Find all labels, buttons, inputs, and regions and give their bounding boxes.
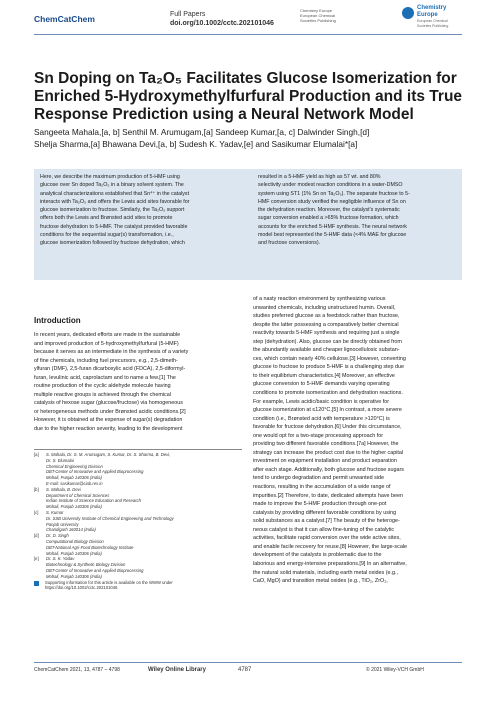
text-line: routine production of the cyclic aldehyde molecule having	[34, 383, 171, 390]
journal-name: ChemCatChem	[34, 14, 95, 24]
text-line: offers both the Lewis and Brønsted acid sites to promote	[40, 215, 173, 222]
text-line: development of the catalysts is problematic due to the	[253, 552, 382, 559]
chemistry-europe-logo	[402, 5, 448, 28]
text-line: analytical characterizations established that Sn⁴⁺ in the catalyst	[40, 190, 190, 197]
text-line: activities, facilitate rapid conversion over the wide active sites,	[253, 535, 401, 542]
text-line: glucose isomerization to fructose. Similarly, the Ta₂O₅ support	[40, 207, 185, 214]
text-line: despite the latter possessing a comparatively better chemical	[253, 321, 399, 328]
text-line: glucose conversion to 5-HMF demands varying operating	[253, 381, 390, 388]
text-line: system using ST1 (1% Sn on Ta₂O₅). The separate fructose to 5-	[258, 190, 410, 197]
text-line: reactions, resulting in the accumulation of a wide range of	[253, 484, 391, 491]
text-line: to their equilibrium characteristics.[4] Moreover, an effective	[253, 372, 395, 379]
footer-citation: ChemCatChem 2021, 13, 4787 – 4798	[34, 667, 120, 673]
text-line: impurities.[2] Therefore, to date, dedicated attempts have been	[253, 492, 404, 499]
body-column-left	[34, 331, 242, 434]
affiliation-line: Mohali, Punjab 140306 (India)	[46, 573, 102, 579]
text-line: and improved production of 5-hydroxymethylfurfural (5-HMF)	[34, 340, 179, 347]
affiliation-line: DBT-Center of Innovative and Applied Bioprocessing	[46, 469, 144, 475]
text-line: ylfuran (DMF), 2,5-furan dicarboxylic acid (FDCA), 2,5-diformyl-	[34, 366, 186, 373]
text-line: or heterogeneous methods under Brønsted acidic conditions.[2]	[34, 408, 186, 415]
text-line: due to the higher reaction severity, leading to the development	[34, 426, 183, 433]
text-line: However, it is obtained at the expense of sugar(s) degradation	[34, 417, 183, 424]
text-line: Supporting information for this article is available on the WWW under	[45, 579, 173, 585]
text-line: tend to undergo degradation and permit unwanted side	[253, 475, 384, 482]
supporting-info	[34, 580, 242, 592]
text-line: the abundantly available and cheaper lignocellulosic substan-	[253, 347, 400, 354]
affiliation-text: S. Mahala, B. Devi	[46, 486, 81, 492]
footer-divider	[34, 662, 462, 663]
affiliation-line: Dr. S. Elumalai	[46, 457, 74, 463]
text-line: reactivity towards 5-HMF synthesis and requiring just a single	[253, 330, 400, 337]
text-line: after each stage. Additionally, both glucose and fructose sugars	[253, 466, 404, 473]
affiliation-line: Chemical Engineering Division	[46, 463, 103, 469]
affiliation-line: DBT-Center of Innovative and Applied Bioprocessing	[46, 567, 144, 573]
affiliation-line: Chandigarh 160014 (India)	[46, 527, 96, 533]
affiliation-line: Mohali, Punjab 140306 (India)	[46, 475, 102, 481]
text-line: laborious and energy-intensive preparations.[9] In an alternative,	[253, 560, 407, 567]
text-line: one would opt for a two-stage processing approach for	[253, 432, 384, 439]
logo-subtitle: European Chemical	[417, 19, 448, 23]
text-line: interacts with Ta₂O₅ and offers the Lewis acid sites favorable for	[40, 198, 190, 205]
affiliation-text: Dr. D. Singh	[46, 533, 69, 539]
text-line: conditions to promote isomerization and dehydration reactions.	[253, 390, 403, 397]
text-line: CaO, MgO) and transition metal oxides (e.g., TiO₂, ZrO₂,	[253, 578, 388, 585]
title-line: Enriched 5-Hydroxymethylfurfural Production and its True	[34, 88, 463, 105]
page-header	[0, 0, 496, 36]
publisher-line: Chemistry Europe	[300, 8, 333, 13]
logo-subtitle: Societies Publishing	[417, 23, 449, 28]
text-line: accounts for the enriched 5-HMF synthesis. The neural network	[258, 223, 407, 230]
text-line: selectivity under modest reaction conditions in a water-DMSO	[258, 182, 403, 189]
affiliation-line: Dr. SSB University Institute of Chemical Engineering and Technology	[46, 515, 174, 521]
text-line: sugar conversion enabled a >65% fructose formation, which	[258, 215, 399, 222]
affiliation-label: [e]	[34, 556, 39, 562]
text-line: investment on equipment installation and product separation	[253, 458, 397, 465]
text-line: In recent years, dedicated efforts are made in the sustainable	[34, 332, 181, 338]
logo-title: Chemistry	[417, 5, 447, 11]
section-heading: Introduction	[34, 316, 81, 325]
article-title	[34, 70, 464, 124]
publisher-note	[300, 8, 336, 23]
body-column-right	[253, 295, 462, 586]
text-line: conditions for the sequential sugar(s) transformation, i.e.,	[40, 232, 174, 239]
footer-library[interactable]: Wiley Online Library	[148, 667, 206, 673]
text-line: studies preferred glucose as a feedstock rather than fructose,	[253, 313, 400, 320]
text-line: condition (i.e., Brønsted acid with temperature >120°C) is	[253, 415, 390, 422]
affiliation-text: S. Kumar	[46, 509, 64, 515]
text-line: the natural solid materials, including earth metal oxides (e.g.,	[253, 569, 399, 576]
title-line: Response Prediction using a Neural Network Model	[34, 106, 414, 123]
text-line: because it serves as an intermediate in the synthesis of a variety	[34, 349, 189, 356]
text-line: Here, we describe the maximum production of 5-HMF using	[40, 174, 180, 180]
text-line: favorable for fructose dehydration.[6] Under this circumstance,	[253, 424, 402, 431]
text-line: strategy can increase the product cost due to the higher capital	[253, 449, 404, 456]
author-line: Sangeeta Mahala,[a, b] Senthil M. Arumugam,[a] Sandeep Kumar,[a, c] Dalwinder Singh,[d]	[34, 127, 370, 137]
text-line: made to improve the 5-HMF production through one-pot	[253, 501, 387, 508]
author-list	[34, 126, 464, 150]
affiliation-label: [b]	[34, 486, 39, 492]
affiliation-line: Mohali, Punjab 140306 (India)	[46, 504, 102, 510]
affiliation-line: DBT-National Agri-Food Biotechnology Institute	[46, 544, 134, 550]
text-line: of a nasty reaction environment by synthesizing various	[253, 296, 386, 302]
text-line: step (dehydration). Also, glucose can be directly obtained from	[253, 338, 402, 345]
abstract-column-left	[40, 173, 241, 248]
affiliation-text: S. Mahala, Dr. S. M. Arumugam, S. Kumar, Dr. S. Sharma, B. Devi,	[46, 452, 171, 457]
header-divider	[34, 34, 462, 35]
affiliation-line: Department of Chemical Sciences	[46, 492, 110, 498]
abstract-column-right	[258, 173, 456, 248]
footer-copyright: © 2021 Wiley-VCH GmbH	[366, 667, 424, 673]
affiliation-label: [c]	[34, 509, 39, 515]
text-line: the dehydration reaction. Moreover, the catalyst's systematic	[258, 207, 400, 214]
supporting-info-text[interactable]	[45, 580, 173, 592]
affiliation-line: Panjab University	[46, 521, 79, 527]
publisher-line: Societies Publishing	[300, 18, 336, 23]
affiliation-line: E-mail: sasikumar@ciab.res.in	[46, 480, 103, 486]
text-line: For example, Lewis acidic/basic condition is operative for	[253, 398, 390, 405]
text-line: providing two different favorable conditions.[7a] However, the	[253, 441, 399, 448]
text-line: unwanted chemicals, including unstructured humin. Overall,	[253, 304, 396, 311]
text-line: resulted in a 5-HMF yield as high as 57 wt. and 80%	[258, 174, 381, 180]
logo-icon	[402, 7, 414, 19]
text-line: of fine chemicals, including fuel precursors, e.g., 2,5-dimeth-	[34, 357, 178, 364]
text-line: model best represented the 5-HMF data (<4% MAE for glucose	[258, 232, 407, 239]
affiliation-line: Indian Institute of Science Education and Research	[46, 498, 141, 504]
doi-link[interactable]: doi.org/10.1002/cctc.202101046	[170, 20, 274, 27]
article-meta	[170, 10, 274, 28]
text-line: glucose over Sn doped Ta₂O₅ in a binary solvent system. The	[40, 182, 184, 189]
publisher-line: European Chemical	[300, 13, 336, 18]
text-line: fructose dehydration to 5-HMF. The catalyst provided favorable	[40, 223, 188, 230]
text-line: and enable facile recovery for reuse.[8] However, the large-scale	[253, 543, 408, 550]
author-line: Shelja Sharma,[a] Bhawana Devi,[a, b] Sudesh K. Yadav,[e] and Sasikumar Elumalai*[a]	[34, 139, 358, 149]
text-line: HMF conversion study verified the negligible influence of Sn on	[258, 198, 406, 205]
text-line: catalysis of hexose sugar (glucose/fructose) via homogeneous	[34, 400, 183, 407]
text-line: and fructose conversions).	[258, 240, 321, 247]
text-line: furan, levulinic acid, caprolactam and to name a few.[1] The	[34, 374, 176, 381]
text-line: https://doi.org/10.1002/cctc.202101046	[45, 585, 118, 591]
affiliation-line: Mohali, Punjab 140306 (India)	[46, 550, 102, 556]
article-type: Full Papers	[170, 11, 206, 18]
affiliation-text: Dr. S. K. Yadav	[46, 556, 75, 562]
text-line: multiple reactive groups is achieved through the chemical	[34, 391, 171, 398]
text-line: neous catalyst is that it can allow fine-tuning of the catalytic	[253, 526, 395, 533]
title-line: Sn Doping on Ta₂O₅ Facilitates Glucose Isomerization for	[34, 70, 457, 87]
affiliation-line: Computational Biology Division	[46, 538, 104, 544]
text-line: glucose isomerization followed by fructose dehydration, which	[40, 240, 185, 247]
text-line: ces, which contain nearly 40% cellulose.[3] However, converting	[253, 355, 406, 362]
affiliation-line: Biotechnology & Synthetic Biology Division	[46, 562, 126, 568]
text-line: glucose isomerization at ≤120°C.[5] In contrast, a more severe	[253, 407, 402, 414]
footer-page-number: 4787	[238, 667, 252, 673]
text-line: catalysis by providing different favorable conditions by using	[253, 509, 397, 516]
abstract-box	[34, 169, 462, 280]
text-line: solid substances as a catalyst.[7] The beauty of the heteroge-	[253, 518, 400, 525]
supporting-info-icon	[34, 581, 39, 586]
text-line: glucose to fructose to produce 5-HMF is a challenging step due	[253, 364, 405, 371]
affiliation-divider	[34, 449, 242, 450]
logo-title: Europe	[417, 12, 438, 18]
affiliations	[34, 452, 242, 591]
affiliation-label: [d]	[34, 533, 39, 539]
affiliation-label: [a]	[34, 452, 39, 457]
